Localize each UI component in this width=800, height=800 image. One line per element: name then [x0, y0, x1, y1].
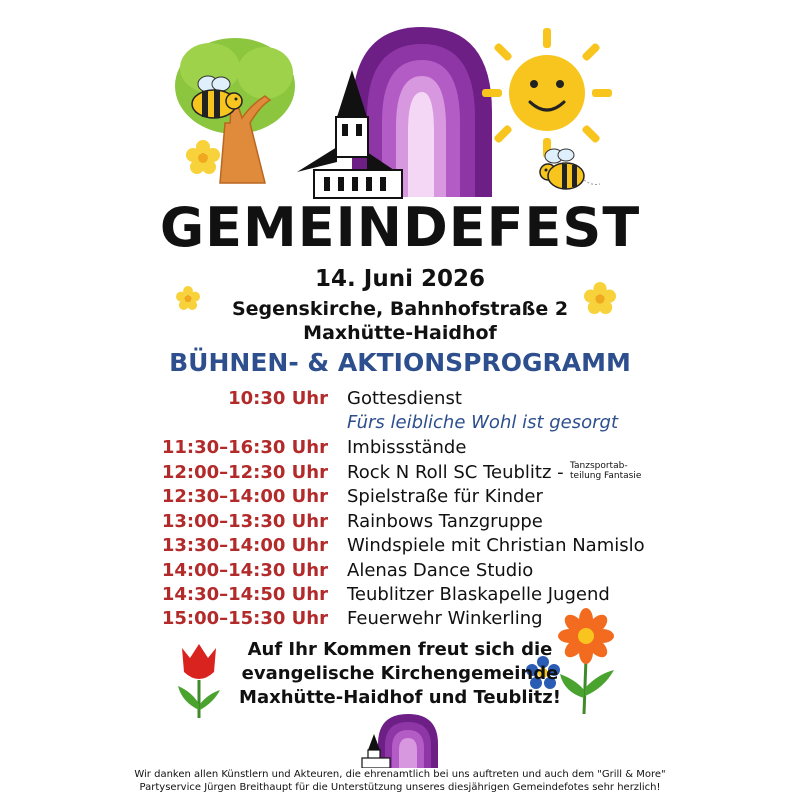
schedule-row — [0, 412, 800, 437]
schedule-row — [0, 486, 800, 511]
address-line-2: Maxhütte-Haidhof — [303, 322, 497, 344]
schedule-row — [0, 535, 800, 560]
schedule-row — [0, 560, 800, 585]
schedule-row — [0, 437, 800, 462]
church-rainbow-icon — [360, 712, 440, 768]
page-title: GEMEINDEFEST — [159, 196, 641, 259]
schedule-time: 10:30 Uhr — [228, 388, 328, 409]
schedule-event: Rock N Roll SC Teublitz - — [347, 462, 564, 483]
closing-line: evangelische Kirchengemeinde — [241, 663, 559, 684]
schedule-event: Gottesdienst — [347, 388, 462, 409]
program-heading: BÜHNEN- & AKTIONSPROGRAMM — [169, 348, 631, 377]
event-date: 14. Juni 2026 — [315, 266, 485, 292]
schedule-row — [0, 608, 800, 633]
schedule-row — [0, 584, 800, 609]
schedule-time: 14:00–14:30 Uhr — [161, 560, 328, 581]
sun-icon — [482, 28, 612, 158]
closing-line: Auf Ihr Kommen freut sich die — [247, 639, 553, 660]
bee-icon — [188, 74, 248, 124]
closing-line: Maxhütte-Haidhof und Teublitz! — [239, 687, 561, 708]
schedule-time: 12:30–14:00 Uhr — [161, 486, 328, 507]
schedule-time: 13:30–14:00 Uhr — [161, 535, 328, 556]
schedule-note-line: teilung Fantasie — [570, 471, 642, 481]
closing-message — [0, 638, 800, 710]
bee-icon — [536, 146, 606, 198]
schedule-event: Spielstraße für Kinder — [347, 486, 543, 507]
schedule-event: Feuerwehr Winkerling — [347, 608, 543, 629]
schedule-time: 13:00–13:30 Uhr — [161, 511, 328, 532]
thanks-line: Partyservice Jürgen Breithaupt für die Unterstützung unseres diesjährigen Gemeindefotes sehr herzlich! — [139, 782, 661, 793]
schedule-note-line: Tanzsportab- — [570, 461, 628, 471]
schedule-time: 12:00–12:30 Uhr — [161, 462, 328, 483]
schedule-time: 14:30–14:50 Uhr — [161, 584, 328, 605]
schedule-time: 15:00–15:30 Uhr — [161, 608, 328, 629]
schedule-row — [0, 462, 800, 487]
schedule-event: Alenas Dance Studio — [347, 560, 534, 581]
schedule-event: Rainbows Tanzgruppe — [347, 511, 543, 532]
schedule-event: Fürs leibliche Wohl ist gesorgt — [347, 412, 619, 433]
thanks-line: Wir danken allen Künstlern und Akteuren, die ehrenamtlich bei uns auftreten und auch dem "Grill & More" — [134, 769, 666, 780]
schedule-event: Windspiele mit Christian Namislo — [347, 535, 645, 556]
schedule-event: Teublitzer Blaskapelle Jugend — [347, 584, 610, 605]
schedule-row — [0, 388, 800, 413]
schedule-time: 11:30–16:30 Uhr — [161, 437, 328, 458]
address-line-1: Segenskirche, Bahnhofstraße 2 — [231, 298, 569, 320]
schedule-row — [0, 511, 800, 536]
schedule-note — [570, 461, 641, 481]
thanks-note — [0, 768, 800, 794]
church-rainbow-icon — [292, 22, 502, 202]
flower-icon — [186, 140, 220, 174]
schedule-event: Imbissstände — [347, 437, 467, 458]
